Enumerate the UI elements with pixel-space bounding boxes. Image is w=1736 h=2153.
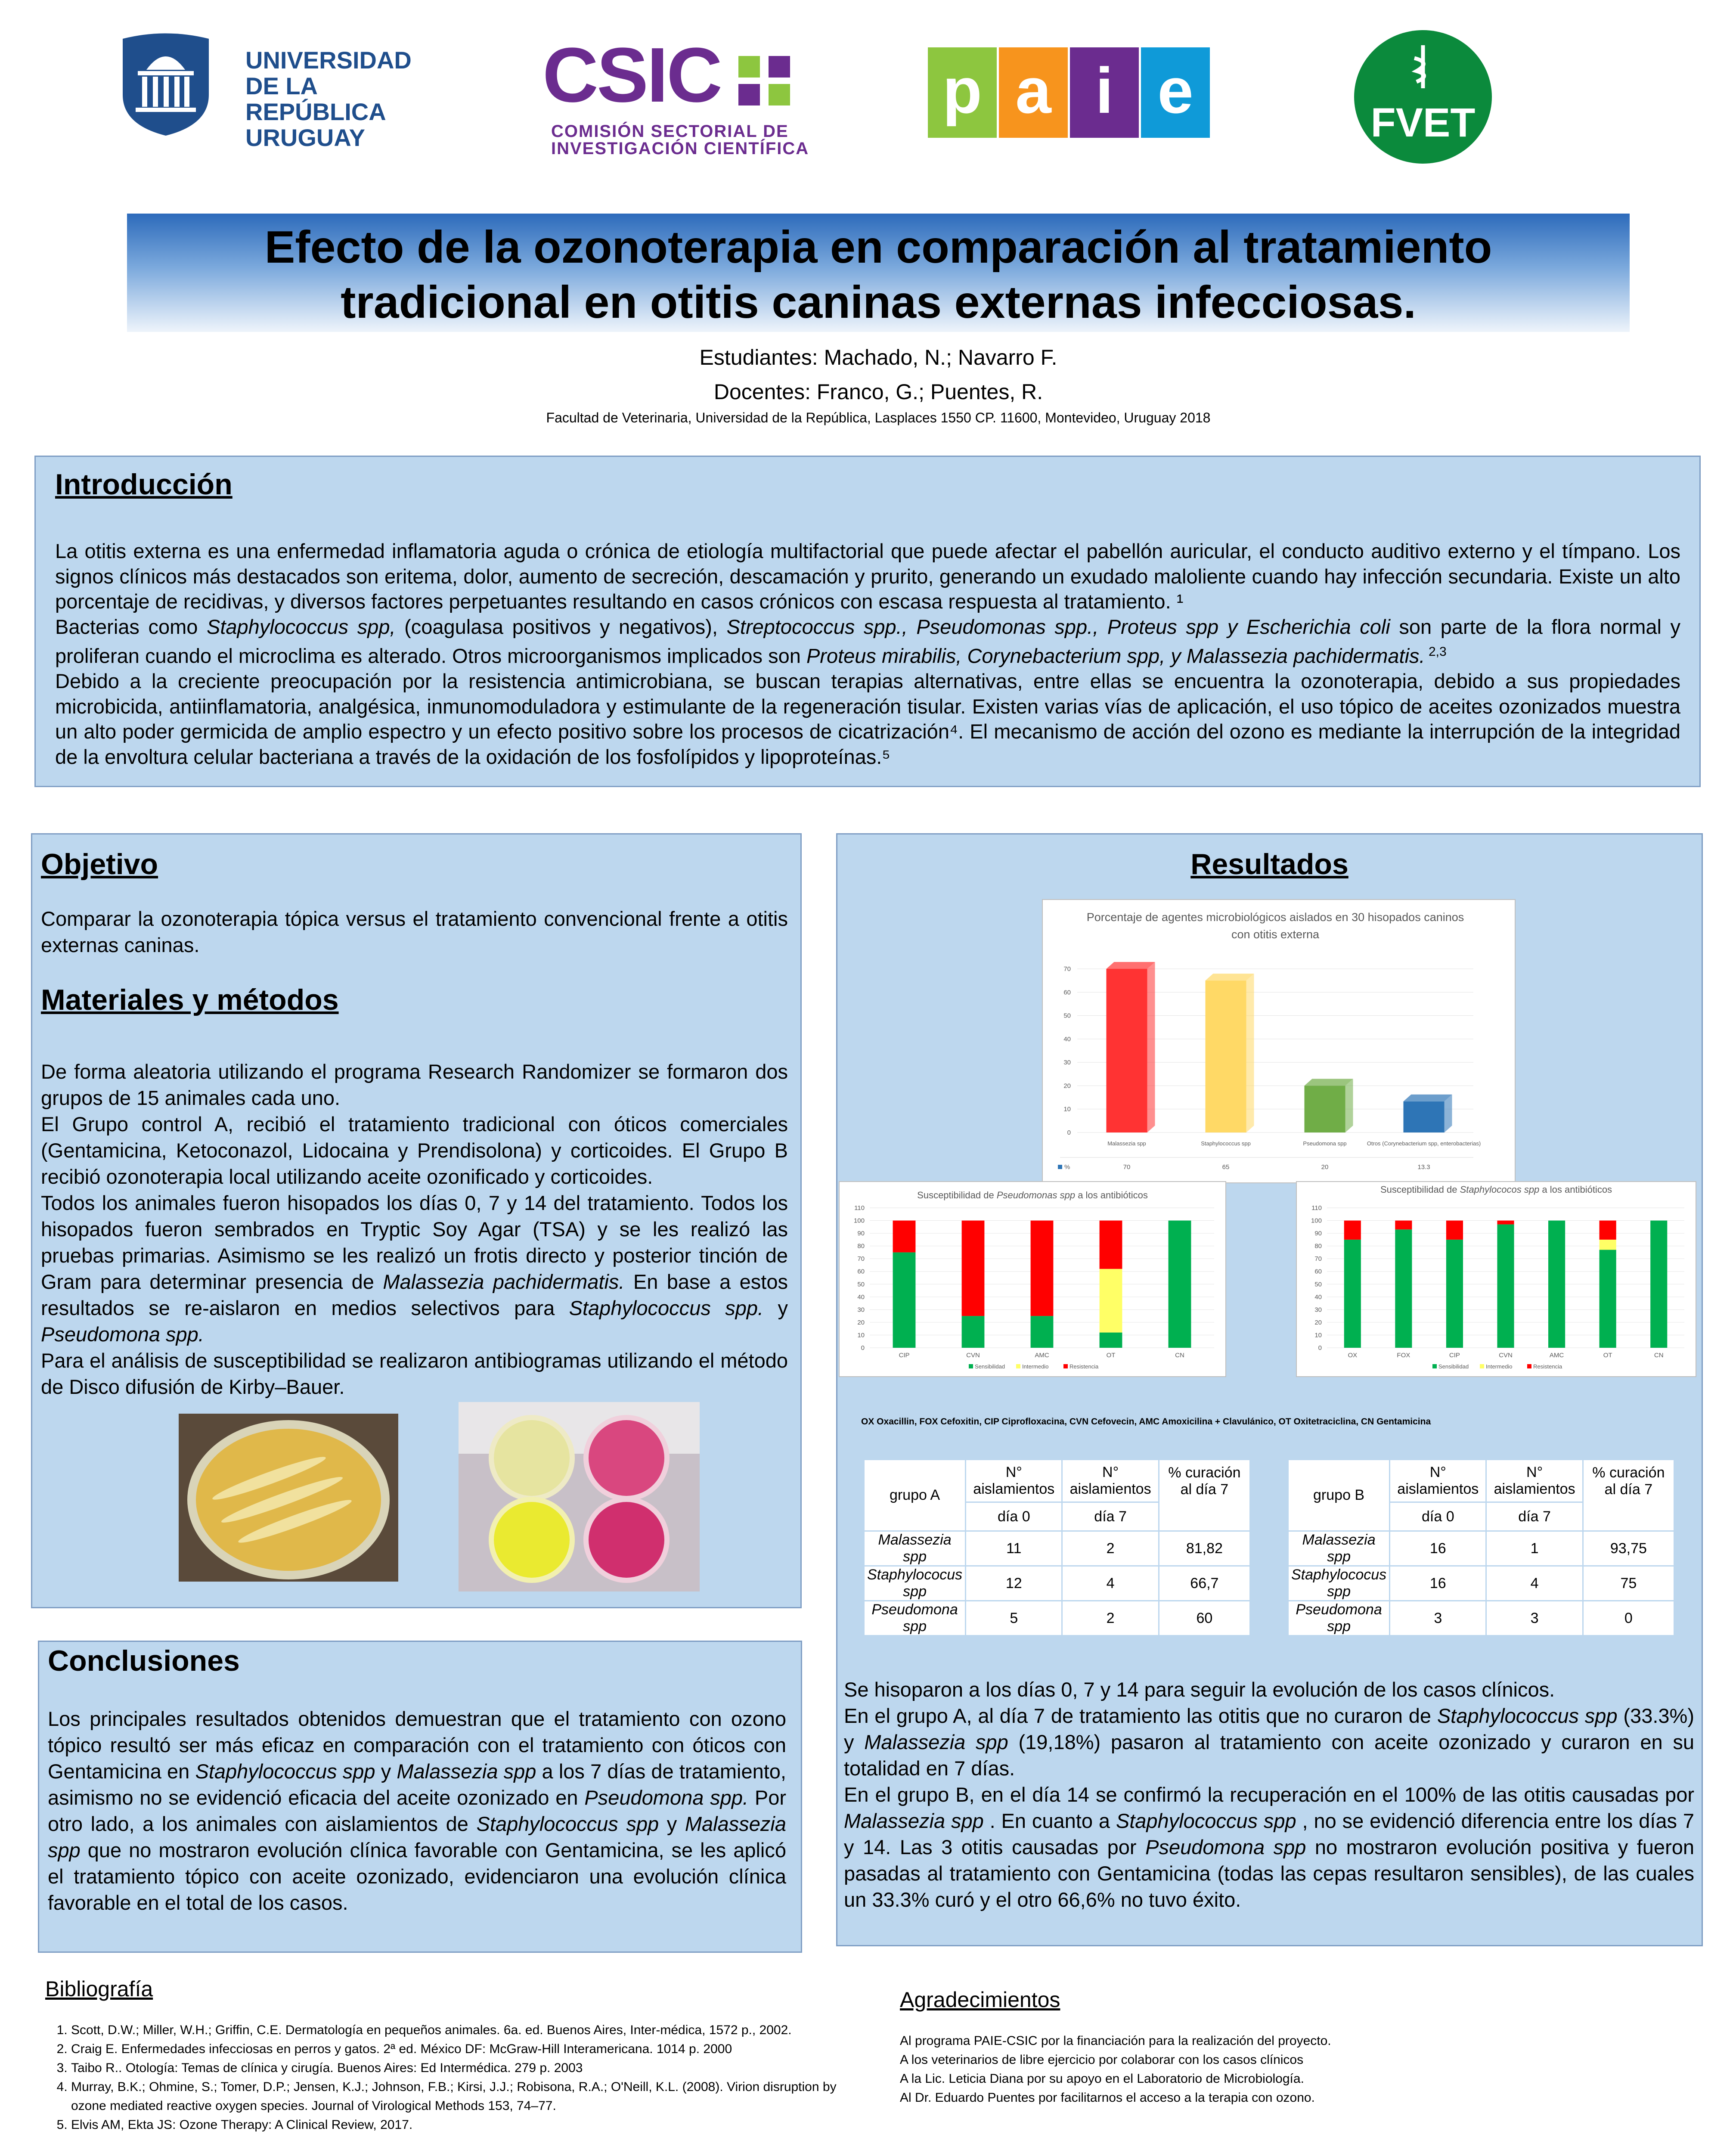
chart-microbial-agents bbox=[1042, 899, 1516, 1183]
data-label: 70 bbox=[1123, 1163, 1131, 1171]
y-tick-label: 0 bbox=[1067, 1129, 1071, 1136]
data-label: 13.3 bbox=[1417, 1163, 1430, 1171]
y-tick-label: 50 bbox=[857, 1281, 865, 1288]
x-tick-label: CVN bbox=[966, 1352, 980, 1359]
x-tick-label: OT bbox=[1603, 1352, 1612, 1359]
table-b-h-d0: día 0 bbox=[1390, 1502, 1486, 1531]
title-line2: tradicional en otitis caninas externas infecciosas. bbox=[341, 277, 1416, 328]
y-tick-label: 70 bbox=[1314, 1255, 1322, 1263]
bibliography-heading: Bibliografía bbox=[45, 1977, 153, 2001]
abbreviations: OX Oxacillin, FOX Cefoxitin, CIP Ciprofloxacina, CVN Cefovecin, AMC Amoxicilina + Clavulánico, OT Oxitetraciclina, CN Gentamicina bbox=[861, 1417, 1431, 1427]
table-row: Malassezia spp 16 1 93,75 bbox=[1288, 1531, 1674, 1566]
x-tick-label: FOX bbox=[1397, 1352, 1410, 1359]
legend-swatch bbox=[1480, 1364, 1484, 1368]
legend-swatch bbox=[1527, 1364, 1531, 1368]
y-tick-label: 10 bbox=[1314, 1331, 1322, 1339]
legend-label: Intermedio bbox=[1486, 1363, 1513, 1370]
x-tick-label: CN bbox=[1654, 1352, 1664, 1359]
legend-label: Sensibilidad bbox=[1438, 1363, 1469, 1370]
y-tick-label: 80 bbox=[857, 1242, 865, 1250]
stacked-bar-segment bbox=[1031, 1316, 1054, 1348]
legend-swatch bbox=[969, 1364, 973, 1368]
stacked-bar-segment bbox=[1344, 1240, 1361, 1348]
stacked-bar-segment bbox=[1031, 1221, 1054, 1316]
table-a-h-n1: N° aislamientos bbox=[966, 1460, 1062, 1502]
y-tick-label: 70 bbox=[1063, 965, 1071, 973]
x-tick-label: AMC bbox=[1549, 1352, 1564, 1359]
table-b-h-n1: N° aislamientos bbox=[1390, 1460, 1486, 1502]
teachers: Docentes: Franco, G.; Puentes, R. bbox=[713, 380, 1043, 404]
stacked-bar-segment bbox=[1395, 1229, 1412, 1348]
y-tick-label: 100 bbox=[1311, 1217, 1322, 1225]
agar-plate-photo bbox=[179, 1414, 398, 1582]
y-tick-label: 100 bbox=[853, 1217, 865, 1225]
intro-panel bbox=[34, 456, 1701, 787]
stacked-bar-segment bbox=[1650, 1221, 1667, 1348]
chart-staphylococcus-susceptibility bbox=[1296, 1181, 1696, 1377]
bar-side bbox=[1246, 974, 1254, 1132]
stacked-bar-segment bbox=[1446, 1240, 1463, 1348]
table-group-b bbox=[1287, 1459, 1675, 1636]
stacked-bar-segment bbox=[1344, 1221, 1361, 1240]
legend-label: % bbox=[1064, 1163, 1070, 1171]
stacked-bar-segment bbox=[1446, 1221, 1463, 1240]
ack-line: A la Lic. Leticia Diana por su apoyo en el Laboratorio de Microbiología. bbox=[900, 2072, 1304, 2086]
x-tick-label: OX bbox=[1348, 1352, 1358, 1359]
bar bbox=[1107, 969, 1147, 1132]
table-a-h-group: grupo A bbox=[864, 1460, 966, 1531]
y-tick-label: 80 bbox=[1314, 1242, 1322, 1250]
x-tick-label: Otros (Corynebacterium spp, enterobacterias) bbox=[1367, 1140, 1481, 1147]
legend-swatch bbox=[1063, 1364, 1068, 1368]
chart-pseudomonas-susceptibility bbox=[839, 1181, 1226, 1377]
table-b-h-group: grupo B bbox=[1288, 1460, 1390, 1531]
ack-line: A los veterinarios de libre ejercicio por colaborar con los casos clínicos bbox=[900, 2053, 1304, 2067]
stacked-bar-segment bbox=[1100, 1221, 1122, 1269]
stacked-bar-segment bbox=[1600, 1221, 1616, 1240]
stacked-bar-segment bbox=[1600, 1240, 1616, 1250]
bar bbox=[1206, 980, 1246, 1132]
y-tick-label: 50 bbox=[1063, 1012, 1071, 1020]
legend-label: Resistencia bbox=[1533, 1363, 1562, 1370]
bar bbox=[1305, 1086, 1345, 1132]
table-row: Pseudomona spp 5 2 60 bbox=[864, 1601, 1250, 1636]
bib-item: 5. Elvis AM, Ekta JS: Ozone Therapy: A Clinical Review, 2017. bbox=[71, 2116, 855, 2134]
stacked-bar-segment bbox=[893, 1252, 916, 1348]
udelar-line1: UNIVERSIDAD bbox=[245, 47, 412, 74]
paie-letter-i: i bbox=[1070, 47, 1139, 138]
fvet-logo bbox=[1352, 28, 1494, 166]
title-line1: Efecto de la ozonoterapia en comparación al tratamiento bbox=[264, 222, 1492, 273]
y-tick-label: 20 bbox=[1314, 1318, 1322, 1326]
conclusions-heading: Conclusiones bbox=[48, 1644, 240, 1677]
intro-p3: Debido a la creciente preocupación por la resistencia antimicrobiana, se buscan terapias alternativas, entre ellas se encuentra la ozonoterapia, debido a sus propiedades microbicida, antiinflamatoria, analgésica, inmunomoduladora y estimulante de la regeneración tisular. Existen varias vías de aplicación, el uso tópico de aceites ozonizados muestra un alto poder germicida de amplio espectro y un efecto positivo sobre los procesos de cicatrización⁴. El mecanismo de acción del ozono es mediante la interrupción de la integridad de la envoltura celular bacteriana a través de la oxidación de los fosfolípidos y lipoproteínas.⁵ bbox=[55, 670, 1680, 768]
fvet-name: FVET bbox=[1370, 100, 1476, 146]
x-tick-label: CN bbox=[1175, 1352, 1184, 1359]
stacked-bar-segment bbox=[1169, 1221, 1191, 1348]
bib-item: 3. Taibo R.. Otología: Temas de clínica y cirugía. Buenos Aires: Ed Intermédica. 279 p. 2003 bbox=[71, 2059, 855, 2078]
bib-item: 1. Scott, D.W.; Miller, W.H.; Griffin, C.E. Dermatología en pequeños animales. 6a. ed. Buenos Aires, Inter-médica, 1572 p., 2002. bbox=[71, 2021, 855, 2040]
y-tick-label: 50 bbox=[1314, 1281, 1322, 1288]
x-tick-label: Pseudomona spp bbox=[1303, 1140, 1347, 1147]
table-a-h-n2: N° aislamientos bbox=[1062, 1460, 1159, 1502]
stacked-bar-segment bbox=[1548, 1221, 1565, 1348]
methods-p1: De forma aleatoria utilizando el programa Research Randomizer se formaron dos grupos de 15 animales cada uno. bbox=[41, 1060, 788, 1109]
y-tick-label: 20 bbox=[1063, 1082, 1071, 1090]
y-tick-label: 10 bbox=[857, 1331, 865, 1339]
data-label: 65 bbox=[1222, 1163, 1230, 1171]
bibliography bbox=[45, 1976, 855, 2134]
paie-letter-p: p bbox=[928, 47, 997, 138]
results-heading: Resultados bbox=[1190, 848, 1348, 881]
table-row: Malassezia spp 11 2 81,82 bbox=[864, 1531, 1250, 1566]
acknowledgements bbox=[900, 1987, 1709, 2107]
acknowledgements-heading: Agradecimientos bbox=[900, 1988, 1060, 2012]
y-tick-label: 60 bbox=[1063, 989, 1071, 996]
bar-top bbox=[1404, 1095, 1452, 1101]
objective-methods-panel bbox=[31, 833, 802, 1608]
methods-p2: El Grupo control A, recibió el tratamiento tradicional con óticos comerciales (Gentamicina, Ketoconazol, Lidocaina y Prendisolona) y corticoides. El Grupo B recibió ozonoterapia local utilizando aceite ozonificado y corticoides. bbox=[41, 1113, 788, 1188]
y-tick-label: 70 bbox=[857, 1255, 865, 1263]
intro-p2: Bacterias como Staphylococcus spp, (coagulasa positivos y negativos), Streptococcus spp., Pseudomonas spp., Proteus spp y Escherichia coli son parte de la flora normal y proliferan cuando el microclima es alterado. Otros microorganismos implicados son Proteus mirabilis, Corynebacterium spp, y Malassezia pachidermatis. $^{2,3}$ bbox=[55, 615, 1681, 667]
legend-label: Intermedio bbox=[1022, 1363, 1049, 1370]
table-row: Staphylococus spp 12 4 66,7 bbox=[864, 1566, 1250, 1601]
affiliation: Facultad de Veterinaria, Universidad de la República, Lasplaces 1550 CP. 11600, Montevideo, Uruguay 2018 bbox=[546, 410, 1211, 425]
y-tick-label: 110 bbox=[854, 1204, 865, 1212]
bar-side bbox=[1147, 962, 1155, 1132]
intro-p1: La otitis externa es una enfermedad inflamatoria aguda o crónica de etiología multifactorial que puede afectar el pabellón auricular, el conducto auditivo externo y el tímpano. Los signos clínicos más destacados son eritema, dolor, aumento de secreción, descamación y prurito, generando un exudado maloliente cuando hay infección secundaria. Existe un alto porcentaje de recidivas, y diversos factores perpetuantes resultando en casos crónicos con escasa respuesta al tratamiento. ¹ bbox=[55, 540, 1680, 613]
y-tick-label: 110 bbox=[1311, 1204, 1322, 1212]
ack-line: Al programa PAIE-CSIC por la financiación para la realización del proyecto. bbox=[900, 2034, 1331, 2048]
paie-logo bbox=[928, 47, 1229, 151]
results-panel bbox=[836, 833, 1703, 1946]
udelar-emblem-icon bbox=[116, 30, 215, 138]
conclusions-text: Los principales resultados obtenidos demuestran que el tratamiento con ozono tópico resultó ser más eficaz en comparación con el tratamiento con óticos con Gentamicina en Staphylococcus spp y Malassezia spp a los 7 días de tratamiento, asimismo no se evidenció eficacia del aceite ozonizado en Pseudomona spp. Por otro lado, a los animales con aislamientos de Staphylococcus spp y Malassezia spp que no mostraron evolución clínica favorable con Gentamicina, se les aplicó el tratamiento tópico con aceite ozonizado, evidenciaron una evolución clínica favorable en el total de los casos. bbox=[48, 1707, 786, 1914]
table-b-h-n2: N° aislamientos bbox=[1486, 1460, 1583, 1502]
bib-item: 2. Craig E. Enfermedades infecciosas en perros y gatos. 2ª ed. México DF: McGraw-Hill Interamericana. 1014 p. 2000 bbox=[71, 2040, 855, 2059]
methods-p3: Todos los animales fueron hisopados los días 0, 7 y 14 del tratamiento. Todos los hisopados fueron sembrados en Tryptic Soy Agar (TSA) y se les realizó las pruebas primarias. Asimismo se les realizó un frotis directo y posterior tinción de Gram para determinar presencia de Malassezia pachidermatis. En base a estos resultados se re-aislaron en medios selectivos para Staphylococcus spp. y Pseudomona spp. bbox=[41, 1191, 788, 1346]
legend-swatch bbox=[1058, 1165, 1062, 1169]
objective-heading: Objetivo bbox=[41, 848, 158, 881]
results-p3: En el grupo B, en el día 14 se confirmó la recuperación en el 100% de las otitis causadas por Malassezia spp . En cuanto a Staphylococcus spp , no se evidenció diferencia entre los días 7 y 14. Las 3 otitis causadas por Pseudomona spp no mostraron evolución positiva y fueron pasadas al tratamiento con Gentamicina (todas las cepas resultaron sensibles), de las cuales un 33.3% curó y el otro 66,6% no tuvo éxito. bbox=[844, 1783, 1694, 1911]
table-a-h-d7: día 7 bbox=[1062, 1502, 1159, 1531]
bar bbox=[1404, 1101, 1445, 1132]
conclusions-panel bbox=[38, 1641, 802, 1953]
stacked-bar-segment bbox=[962, 1316, 985, 1348]
y-tick-label: 30 bbox=[1314, 1306, 1322, 1314]
selective-media-photo bbox=[459, 1402, 700, 1591]
bar-side bbox=[1345, 1079, 1353, 1132]
y-tick-label: 40 bbox=[1314, 1293, 1322, 1301]
chart1-title: Porcentaje de agentes microbiológicos aislados en 30 hisopados caninos con otitis externa bbox=[1086, 911, 1464, 941]
stacked-bar-segment bbox=[1497, 1221, 1514, 1225]
y-tick-label: 30 bbox=[1063, 1059, 1071, 1067]
stacked-bar-segment bbox=[1600, 1250, 1616, 1348]
objective-text: Comparar la ozonoterapia tópica versus el tratamiento convencional frente a otitis externas caninas. bbox=[41, 907, 788, 956]
chart3-title: Susceptibilidad de Staphylococos spp a los antibióticos bbox=[1380, 1184, 1612, 1195]
udelar-logo bbox=[116, 30, 443, 151]
intro-heading: Introducción bbox=[55, 468, 232, 501]
x-tick-label: CVN bbox=[1499, 1352, 1513, 1359]
bar-top bbox=[1206, 974, 1254, 980]
stacked-bar-segment bbox=[962, 1221, 985, 1316]
chart2-title: Susceptibilidad de Pseudomonas spp a los antibióticos bbox=[917, 1190, 1148, 1201]
table-b-h-cure: % curación al día 7 bbox=[1583, 1460, 1674, 1531]
y-tick-label: 40 bbox=[1063, 1035, 1071, 1043]
chart3-svg bbox=[1297, 1182, 1697, 1378]
chart2-svg bbox=[840, 1182, 1227, 1378]
csic-logo bbox=[542, 34, 809, 164]
table-b-h-d7: día 7 bbox=[1486, 1502, 1583, 1531]
stacked-bar-segment bbox=[893, 1221, 916, 1253]
paie-letter-e: e bbox=[1141, 47, 1210, 138]
students: Estudiantes: Machado, N.; Navarro F. bbox=[699, 345, 1057, 369]
results-p2: En el grupo A, al día 7 de tratamiento las otitis que no curaron de Staphylococcus spp (33.3%) y Malassezia spp (19,18%) pasaron al tratamiento con aceite ozonizado y curaron en su totalidad en 7 días. bbox=[844, 1704, 1694, 1780]
csic-squares-icon bbox=[734, 56, 799, 121]
legend-label: Resistencia bbox=[1070, 1363, 1099, 1370]
csic-sub-line1: COMISIÓN SECTORIAL DE bbox=[551, 122, 789, 141]
stacked-bar-segment bbox=[1100, 1269, 1122, 1333]
table-row: Pseudomona spp 3 3 0 bbox=[1288, 1601, 1674, 1636]
table-row: Staphylococus spp 16 4 75 bbox=[1288, 1566, 1674, 1601]
table-a-h-d0: día 0 bbox=[966, 1502, 1062, 1531]
y-tick-label: 90 bbox=[1314, 1230, 1322, 1238]
legend-label: Sensibilidad bbox=[975, 1363, 1005, 1370]
legend-swatch bbox=[1432, 1364, 1437, 1368]
chart1-svg bbox=[1043, 900, 1516, 1184]
y-tick-label: 60 bbox=[1314, 1268, 1322, 1275]
title-banner bbox=[127, 214, 1630, 332]
x-tick-label: Malassezia spp bbox=[1107, 1140, 1146, 1147]
ack-line: Al Dr. Eduardo Puentes por facilitarnos el acceso a la terapia con ozono. bbox=[900, 2091, 1315, 2105]
stacked-bar-segment bbox=[1497, 1224, 1514, 1348]
results-p1: Se hisoparon a los días 0, 7 y 14 para seguir la evolución de los casos clínicos. bbox=[844, 1678, 1555, 1701]
paie-letter-a: a bbox=[999, 47, 1068, 138]
y-tick-label: 10 bbox=[1063, 1105, 1071, 1113]
y-tick-label: 40 bbox=[857, 1293, 865, 1301]
bar-top bbox=[1305, 1079, 1353, 1086]
y-tick-label: 0 bbox=[1318, 1344, 1322, 1352]
data-label: 20 bbox=[1321, 1163, 1329, 1171]
stacked-bar-segment bbox=[1395, 1221, 1412, 1230]
x-tick-label: AMC bbox=[1035, 1352, 1049, 1359]
x-tick-label: CIP bbox=[899, 1352, 910, 1359]
stacked-bar-segment bbox=[1100, 1333, 1122, 1348]
table-group-a bbox=[863, 1459, 1251, 1636]
methods-p4: Para el análisis de susceptibilidad se realizaron antibiogramas utilizando el método de Disco difusión de Kirby–Bauer. bbox=[41, 1349, 788, 1398]
y-tick-label: 60 bbox=[857, 1268, 865, 1275]
y-tick-label: 90 bbox=[857, 1230, 865, 1238]
csic-sub-line2: INVESTIGACIÓN CIENTÍFICA bbox=[551, 139, 809, 158]
methods-heading: Materiales y métodos bbox=[41, 983, 339, 1016]
table-a-h-cure: % curación al día 7 bbox=[1159, 1460, 1250, 1531]
bib-item: 4. Murray, B.K.; Ohmine, S.; Tomer, D.P.; Jensen, K.J.; Johnson, F.B.; Kirsi, J.J.; Robisona, R.A.; O'Neill, K.L. (2008). Virion disruption by ozone mediated reactive oxygen species. Journal of Virological Methods 153, 74–77. bbox=[71, 2078, 855, 2116]
bar-top bbox=[1107, 962, 1155, 969]
udelar-line2: DE LA REPÚBLICA bbox=[245, 72, 386, 125]
x-tick-label: Staphylococcus spp bbox=[1201, 1140, 1251, 1147]
y-tick-label: 20 bbox=[857, 1318, 865, 1326]
y-tick-label: 0 bbox=[861, 1344, 865, 1352]
x-tick-label: OT bbox=[1106, 1352, 1116, 1359]
y-tick-label: 30 bbox=[857, 1306, 865, 1314]
legend-swatch bbox=[1016, 1364, 1020, 1368]
x-tick-label: CIP bbox=[1449, 1352, 1460, 1359]
udelar-line3: URUGUAY bbox=[245, 124, 365, 151]
csic-name: CSIC bbox=[542, 32, 721, 118]
